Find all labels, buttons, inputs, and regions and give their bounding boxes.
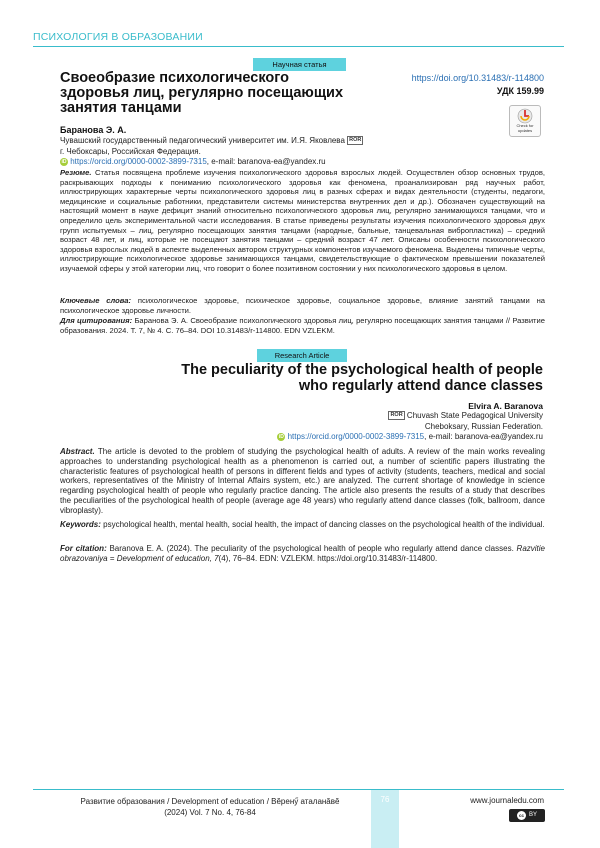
citation-ru <box>60 316 545 335</box>
citation-label-en: For citation: <box>60 544 107 553</box>
header-divider <box>33 46 564 47</box>
udk-code: УДК 159.99 <box>497 86 544 96</box>
affiliation-name-en: Chuvash State Pedagogical University <box>407 411 543 420</box>
citation-journal-en: Razvitie obrazovaniya = Development of education, 7 <box>60 544 545 563</box>
keywords-text-en: psychological health, mental health, social health, the impact of dancing classes on the psychological health of the individual. <box>101 520 545 529</box>
orcid-link-ru[interactable]: https://orcid.org/0000-0002-3899-7315 <box>70 157 207 166</box>
orcid-icon[interactable]: iD <box>60 158 68 166</box>
article-type-badge-en: Research Article <box>257 349 347 362</box>
cc-icon: cc <box>517 811 526 820</box>
email-ru: , e-mail: baranova-ea@yandex.ru <box>207 157 326 166</box>
article-type-badge-ru: Научная статья <box>253 58 346 71</box>
cc-by-license-badge[interactable] <box>509 809 545 822</box>
check-for-updates-icon <box>517 108 533 124</box>
keywords-label-en: Keywords: <box>60 520 101 529</box>
affiliation-name-ru: Чувашский государственный педагогический университет им. И.Я. Яковлева <box>60 136 345 145</box>
affiliation-city-ru: г. Чебоксары, Российская Федерация. <box>60 147 440 158</box>
email-en: , e-mail: baranova-ea@yandex.ru <box>424 432 543 441</box>
journal-website[interactable]: www.journaledu.com <box>470 796 544 805</box>
footer-journal-line2: (2024) Vol. 7 No. 4, 76-84 <box>60 807 360 818</box>
license-label: BY <box>529 809 537 822</box>
footer-journal <box>60 796 360 818</box>
ror-icon-en[interactable]: ROR <box>388 411 404 420</box>
keywords-label-ru: Ключевые слова: <box>60 296 131 305</box>
footer-divider <box>33 789 564 790</box>
citation-text-en: Baranova E. A. (2024). The peculiarity of the psychological health of people who regularly attend dance classes. <box>107 544 517 553</box>
keywords-ru <box>60 296 545 315</box>
citation-text-ru: Баранова Э. А. Своеобразие психологического здоровья лиц, регулярно посещающих занятия танцами // Развитие образования. 2024. Т. 7, № 4. С. 76–84. DOI 10.31483/r-114800. EDN VZLEKM. <box>60 316 545 335</box>
footer-journal-line1: Развитие образования / Development of education / Вĕренӳ аталанăвĕ <box>60 796 360 807</box>
affiliation-city-en: Cheboksary, Russian Federation. <box>203 422 543 433</box>
article-title-en: The peculiarity of the psychological health of people who regularly attend dance classes <box>163 362 543 394</box>
article-title-ru: Своеобразие психологического здоровья лиц, регулярно посещающих занятия танцами <box>60 71 360 116</box>
abstract-text-en: The article is devoted to the problem of studying the psychological health of adults. A review of the main works revealing approaches to understanding psychological health as a phenomenon is carried out, a number of scientific papers illustrating the characteristic features of psychological health of persons in different fields and types of activity (students, teachers, medical and social workers, representatives of the Ministry of Internal Affairs system, etc.) are analyzed. The current shortage of knowledge in science regarding psychological health of people who regularly practice dancing. The article also presents the results of a study that describes the peculiarities of the psychological health of people (average age 48 years) who regularly attend dance classes (folk, ballroom, dance vibroplasty). <box>60 447 545 515</box>
page-number: 76 <box>371 790 399 848</box>
check-for-updates-line1: Check for <box>510 124 540 129</box>
abstract-label-en: Abstract. <box>60 447 95 456</box>
section-header: ПСИХОЛОГИЯ В ОБРАЗОВАНИИ <box>33 31 203 43</box>
affiliation-en <box>203 411 543 443</box>
check-for-updates-badge[interactable] <box>509 105 541 137</box>
orcid-icon-en[interactable]: iD <box>277 433 285 441</box>
citation-label-ru: Для цитирования: <box>60 316 132 325</box>
author-name-ru: Баранова Э. А. <box>60 125 126 135</box>
abstract-text-ru: Статья посвящена проблеме изучения психологического здоровья взрослых людей. Осуществлен обзор основных трудов, раскрывающих подходы к пониманию психологического здоровья как феномена, проанализирован ряд научных работ, иллюстрирующих характерные черты психологического здоровья лиц в разных сферах и видах деятельности (студенты, педагоги, медицинские и социальные работники, представители системы министерства внутренних дел и др.). Обозначен существующий на настоящий момент в науке дефицит знаний относительно психологического здоровья лиц, регулярно занимающихся танцами, что и определило цель экспериментальной части исследования. В статье приведены результаты изучения психологического здоровья двух групп испытуемых – лиц, регулярно посещающих занятия танцами (народные, бальные, танцевальная вибропластика) – средний возраст 48 лет, и лиц, которые не посещают занятия танцами – средний возраст 47 лет. Описаны особенности психологического здоровья взрослых людей в аспекте выделенных автором структурных компонентов изучаемого феномена. Выделены типичные черты, иллюстрирующие психологическое здоровье занимающихся танцами, свидетельствующие о фактическом превышении показателей изучаемой сферы у этой категории лиц, что говорит о более позитивном состоянии у них психологического здоровья в целом. <box>60 168 545 273</box>
author-name-en: Elvira A. Baranova <box>468 401 543 411</box>
doi-link[interactable]: https://doi.org/10.31483/r-114800 <box>412 73 544 83</box>
affiliation-ru <box>60 136 440 168</box>
keywords-text-ru: психологическое здоровье, психическое здоровье, социальное здоровье, влияние занятий танцами на психологическое здоровье личности. <box>60 296 545 315</box>
abstract-label-ru: Резюме. <box>60 168 91 177</box>
check-for-updates-line2: updates <box>510 129 540 134</box>
abstract-ru <box>60 168 545 274</box>
keywords-en <box>60 520 545 530</box>
ror-icon[interactable]: ROR <box>347 136 363 145</box>
citation-post-en: (4), 76–84. EDN: VZLEKM. https://doi.org/10.31483/r-114800. <box>219 554 438 563</box>
citation-en <box>60 544 545 564</box>
abstract-en <box>60 447 545 516</box>
orcid-link-en[interactable]: https://orcid.org/0000-0002-3899-7315 <box>288 432 425 441</box>
